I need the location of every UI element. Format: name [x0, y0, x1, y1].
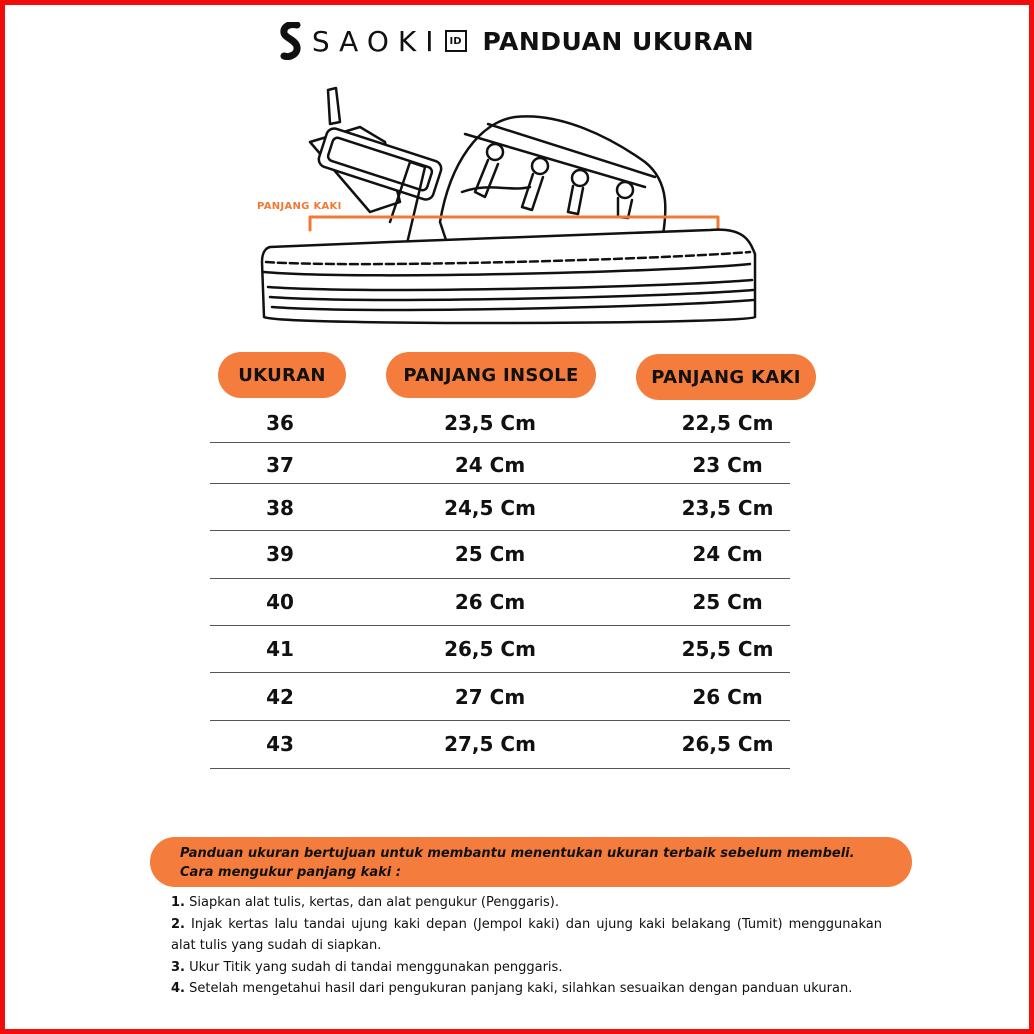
header [0, 22, 1034, 60]
size-cell: 42 [266, 685, 294, 709]
page-title: PANDUAN UKURAN [482, 26, 755, 56]
foot-length-cell: 25,5 Cm [681, 637, 774, 661]
foot-length-cell: 24 Cm [692, 542, 763, 566]
header-panjang-insole: PANJANG INSOLE [386, 352, 596, 398]
insole-length-cell: 27,5 Cm [444, 732, 536, 756]
insole-length-cell: 23,5 Cm [444, 411, 536, 435]
size-cell: 40 [266, 590, 294, 614]
table-row [210, 720, 790, 766]
insole-length-cell: 24,5 Cm [444, 496, 536, 520]
foot-length-cell: 23 Cm [692, 453, 763, 477]
size-cell: 41 [266, 637, 294, 661]
header-panjang-kaki: PANJANG KAKI [636, 354, 816, 400]
foot-length-cell: 26,5 Cm [681, 732, 774, 756]
measure-label: PANJANG KAKI [257, 201, 342, 212]
insole-length-cell: 25 Cm [454, 542, 526, 566]
table-row [210, 484, 790, 530]
guide-intro [180, 844, 855, 882]
step-item: 3. Ukur Titik yang sudah di tandai menggunakan penggaris. [171, 959, 563, 975]
saoki-logo-icon [280, 22, 302, 60]
table-row [210, 530, 790, 576]
brand-id-badge: ID [445, 30, 467, 52]
table-row [210, 625, 790, 671]
guide-intro-line-2: Cara mengukur panjang kaki : [180, 865, 401, 880]
table-row [210, 673, 790, 719]
size-cell: 36 [266, 411, 294, 435]
insole-length-cell: 27 Cm [454, 685, 526, 709]
foot-length-cell: 22,5 Cm [681, 411, 774, 435]
step-item: 4. Setelah mengetahui hasil dari pengukuran panjang kaki, silahkan sesuaikan dengan panduan ukuran. [171, 981, 853, 996]
foot-length-cell: 23,5 Cm [681, 496, 774, 520]
insole-length-cell: 24 Cm [454, 453, 526, 477]
measure-steps [171, 892, 882, 1000]
table-row [210, 578, 790, 624]
step-item: 1. Siapkan alat tulis, kertas, dan alat pengukur (Penggaris). [171, 895, 559, 910]
insole-length-cell: 26 Cm [454, 590, 526, 614]
size-cell: 37 [266, 453, 294, 477]
size-cell: 43 [266, 732, 294, 756]
foot-length-cell: 25 Cm [692, 590, 763, 614]
size-cell: 38 [266, 496, 294, 520]
foot-length-cell: 26 Cm [692, 685, 763, 709]
insole-length-cell: 26,5 Cm [444, 637, 536, 661]
step-item: 2. Injak kertas lalu tandai ujung kaki depan (Jempol kaki) dan ujung kaki belakang (Tumit) menggunakan alat tulis yang sudah di siapkan. [171, 916, 882, 953]
guide-intro-line-1: Panduan ukuran bertujuan untuk membantu menentukan ukuran terbaik sebelum membeli. [180, 846, 855, 861]
table-row [210, 399, 790, 445]
header-ukuran: UKURAN [218, 352, 346, 398]
brand-name: SAOKI [311, 24, 443, 58]
row-divider [210, 768, 790, 769]
table-row [210, 441, 790, 487]
size-cell: 39 [266, 542, 294, 566]
